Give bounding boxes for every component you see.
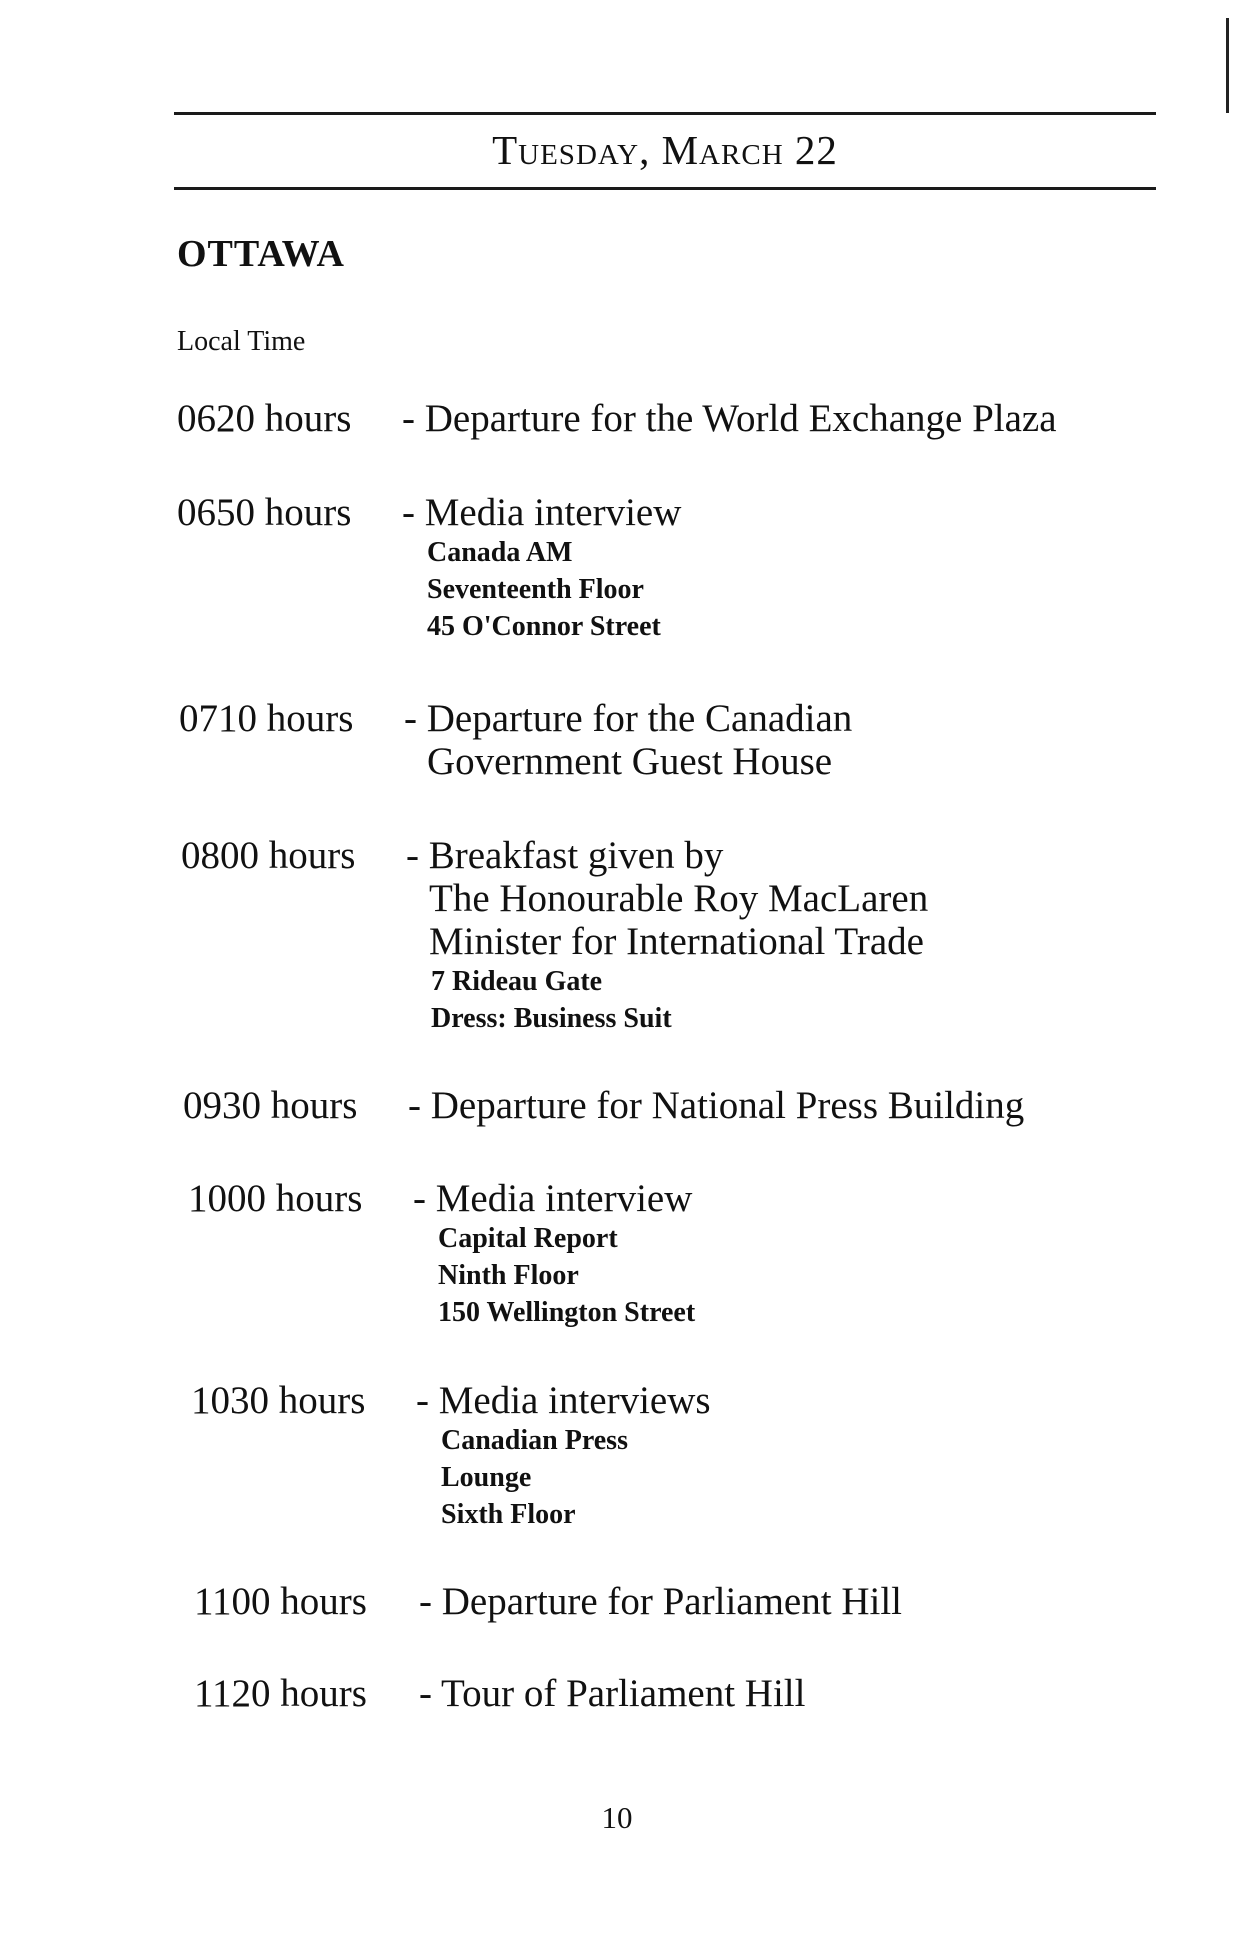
entry-title: - Media interview	[413, 1177, 693, 1220]
entry-detail: 7 Rideau Gate	[431, 966, 603, 997]
entry-detail: Ninth Floor	[438, 1260, 579, 1291]
entry-title-continued: Government Guest House	[427, 740, 833, 783]
header-rule-bottom	[174, 187, 1156, 190]
day-heading: Tuesday, March 22	[492, 127, 838, 173]
entry-detail: Sixth Floor	[441, 1499, 576, 1530]
entry-details	[406, 834, 928, 1037]
page-edge-mark	[1226, 18, 1229, 113]
schedule-entry	[188, 1177, 695, 1331]
entry-title-continued: The Honourable Roy MacLaren	[429, 877, 929, 920]
local-time-label: Local Time	[177, 326, 306, 357]
entry-time: 0650 hours	[177, 491, 352, 534]
schedule-entry	[194, 1580, 902, 1624]
entry-title-continued: Minister for International Trade	[429, 920, 924, 963]
entry-title: - Media interviews	[416, 1379, 711, 1422]
entry-details	[408, 1084, 1024, 1128]
entry-time: 1120 hours	[194, 1672, 367, 1715]
entry-title: - Departure for the Canadian	[404, 697, 853, 740]
schedule-entry	[194, 1672, 805, 1716]
entry-time: 0710 hours	[179, 697, 354, 740]
page-number: 10	[601, 1800, 633, 1835]
entry-time: 0800 hours	[181, 834, 356, 877]
entry-time: 1030 hours	[191, 1379, 366, 1422]
entry-title: - Departure for Parliament Hill	[419, 1580, 902, 1623]
entry-detail: 45 O'Connor Street	[427, 611, 661, 642]
schedule-entry	[177, 491, 681, 645]
header-rule-top	[174, 112, 1156, 115]
entry-detail: Capital Report	[438, 1223, 618, 1254]
entry-detail: Lounge	[441, 1462, 532, 1493]
entry-detail: Dress: Business Suit	[431, 1003, 672, 1034]
entry-title: - Breakfast given by	[406, 834, 724, 877]
entry-details	[404, 697, 852, 783]
schedule-entry	[179, 697, 852, 783]
entry-time: 0620 hours	[177, 397, 352, 440]
entry-time: 0930 hours	[183, 1084, 358, 1127]
schedule-entry	[183, 1084, 1024, 1128]
entry-time: 1000 hours	[188, 1177, 363, 1220]
entry-detail: Seventeenth Floor	[427, 574, 644, 605]
schedule-entry	[191, 1379, 711, 1533]
entry-detail: 150 Wellington Street	[438, 1297, 696, 1328]
entry-detail: Canada AM	[427, 537, 573, 568]
entry-details	[413, 1177, 695, 1331]
entry-time: 1100 hours	[194, 1580, 367, 1623]
entry-details	[416, 1379, 711, 1533]
schedule-entry	[181, 834, 928, 1037]
entry-details	[402, 491, 681, 645]
entry-details	[419, 1672, 805, 1716]
entry-title: - Departure for the World Exchange Plaza	[402, 397, 1057, 440]
city-heading: OTTAWA	[177, 233, 345, 275]
entry-title: - Departure for National Press Building	[408, 1084, 1025, 1127]
schedule-entry	[177, 397, 1057, 441]
entry-details	[402, 397, 1057, 441]
entry-details	[419, 1580, 902, 1624]
entry-title: - Media interview	[402, 491, 682, 534]
entry-detail: Canadian Press	[441, 1425, 628, 1456]
entry-title: - Tour of Parliament Hill	[419, 1672, 806, 1715]
